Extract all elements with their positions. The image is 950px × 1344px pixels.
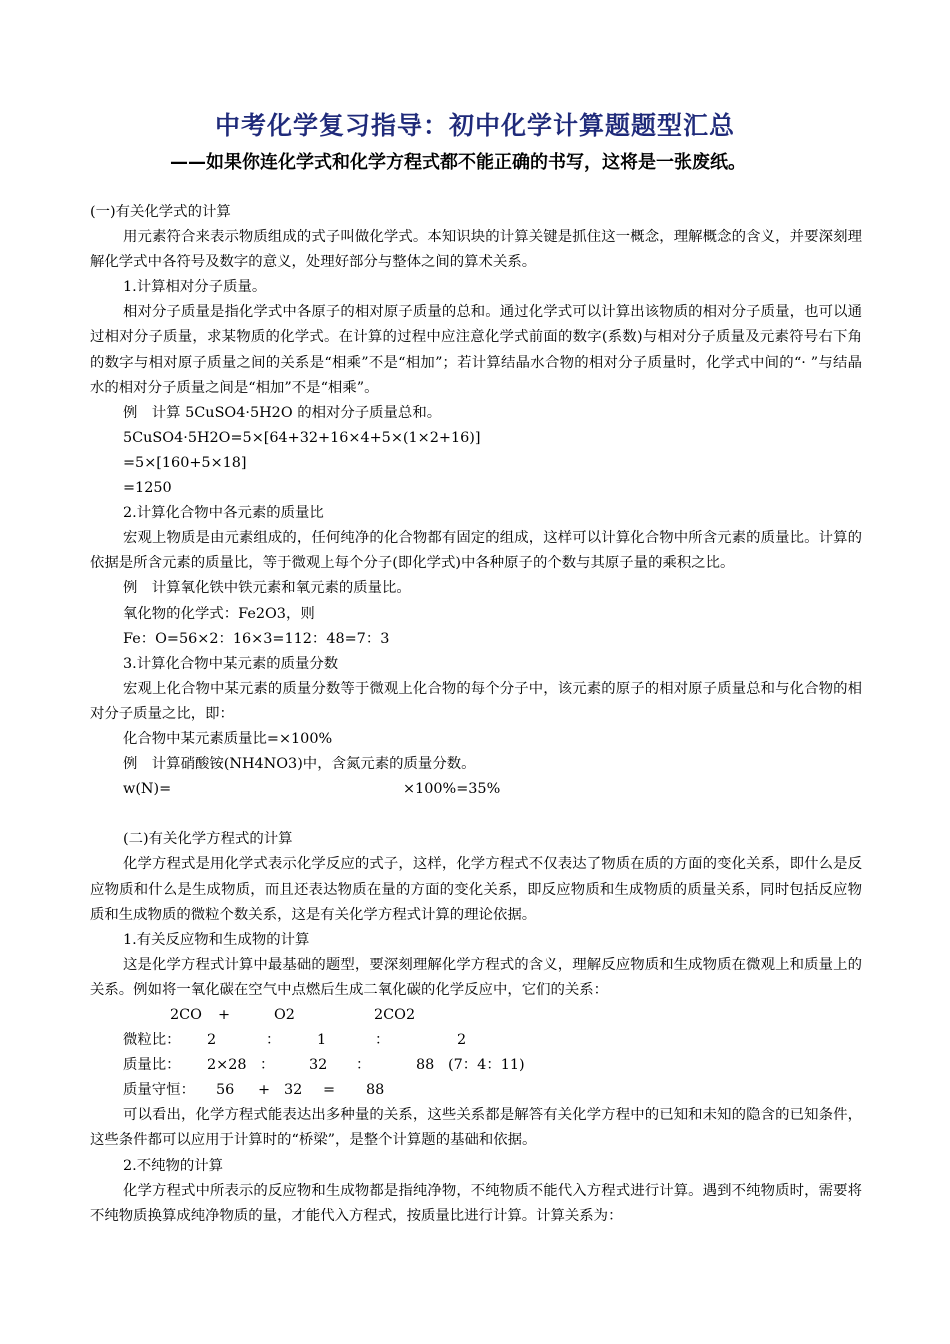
paragraph: 宏观上化合物中某元素的质量分数等于微观上化合物的每个分子中，该元素的原子的相对原子质量总和与化合物的相对分子质量之比，即： [90, 680, 862, 722]
ratio-value: 2 [207, 1032, 217, 1049]
formula-row [90, 777, 862, 802]
calc-line: =1250 [123, 480, 172, 497]
plus-sign: + [258, 1082, 271, 1099]
calc-line: Fe：O=56×2：16×3=112：48=7：3 [123, 630, 390, 647]
section-heading: (一)有关化学式的计算 [90, 204, 231, 220]
mass-value: 88 [366, 1082, 385, 1099]
example-line: 例 计算 5CuSO4·5H2O 的相对分子质量总和。 [123, 404, 442, 421]
item-title: 2.不纯物的计算 [123, 1157, 224, 1174]
blank-line [90, 802, 862, 827]
mass-value: 56 [216, 1082, 235, 1099]
item-title: 2.计算化合物中各元素的质量比 [123, 505, 324, 522]
formula-right: ×100%=35% [403, 781, 501, 798]
section-heading: (二)有关化学方程式的计算 [123, 831, 293, 848]
row-label: 微粒比： [123, 1032, 181, 1049]
item-title: 1.计算相对分子质量。 [123, 279, 267, 296]
paragraph: 化学方程式是用化学式表示化学反应的式子，这样，化学方程式不仅表达了物质在质的方面的变化关系，即什么是反应物质和什么是生成物质，而且还表达物质在量的方面的变化关系，即反应物质和生成物质的质量关系，同时包括反应物质和生成物质的微粒个数关系，这是有关化学方程式计算的理论依据。 [90, 856, 862, 923]
mass-conservation-row [90, 1078, 862, 1103]
eq-product: 2CO2 [374, 1007, 416, 1023]
document-subtitle: ——如果你连化学式和化学方程式都不能正确的书写，这将是一张废纸。 [170, 152, 746, 173]
calc-line: =5×[160+5×18] [123, 454, 247, 471]
paragraph: 用元素符合来表示物质组成的式子叫做化学式。本知识块的计算关键是抓住这一概念，理解概念的含义，并要深刻理解化学式中各符号及数字的意义，处理好部分与整体之间的算术关系。 [90, 229, 862, 271]
eq-reactant-a: 2CO [170, 1007, 202, 1023]
paragraph: 宏观上物质是由元素组成的，任何纯净的化合物都有固定的组成，这样可以计算化合物中所含元素的质量比。计算的依据是所含元素的质量比，等于微观上每个分子(即化学式)中各种原子的个数与其原子量的乘积之比。 [90, 530, 862, 572]
particle-ratio-row [90, 1028, 862, 1053]
calc-line: 5CuSO4·5H2O=5×[64+32+16×4+5×(1×2+16)] [123, 429, 481, 446]
ratio-separator: ： [260, 1057, 275, 1074]
equation-row [90, 1003, 862, 1028]
example-line: 例 计算硝酸铵(NH4NO3)中，含氮元素的质量分数。 [123, 756, 476, 773]
formula-line: 化合物中某元素质量比=×100% [123, 730, 333, 747]
row-label: 质量守恒： [123, 1082, 195, 1099]
paragraph: 化学方程式中所表示的反应物和生成物都是指纯净物，不纯物质不能代入方程式进行计算。遇到不纯物质时，需要将不纯物质换算成纯净物质的量，才能代入方程式，按质量比进行计算。计算关系为： [90, 1182, 862, 1224]
mass-ratio-row [90, 1053, 862, 1078]
paragraph: 相对分子质量是指化学式中各原子的相对原子质量的总和。通过化学式可以计算出该物质的相对分子质量，也可以通过相对分子质量，求某物质的化学式。在计算的过程中应注意化学式前面的数字(系数)与相对分子质量及元素符号右下角的数字与相对原子质量之间的关系是“相乘”不是“相加”；若计算结晶水合物的相对分子质量时，化学式中间的“· ”与结晶水的相对分子质量之间是“相加”不是“相乘”。 [90, 304, 862, 396]
ratio-separator: ： [375, 1032, 390, 1049]
ratio-value: 1 [317, 1032, 327, 1049]
formula-left: w(N)= [123, 781, 172, 798]
document-body [90, 200, 862, 1229]
ratio-value: 2×28 [207, 1057, 247, 1074]
document-title: 中考化学复习指导：初中化学计算题题型汇总 [214, 111, 735, 140]
row-label: 质量比： [123, 1057, 181, 1074]
ratio-separator: ： [266, 1032, 281, 1049]
eq-reactant-b: O2 [274, 1007, 295, 1023]
ratio-simplified: (7：4：11) [448, 1057, 525, 1074]
ratio-separator: ： [356, 1057, 371, 1074]
paragraph: 这是化学方程式计算中最基础的题型，要深刻理解化学方程式的含义，理解反应物质和生成物质在微观上和质量上的关系。例如将一氧化碳在空气中点燃后生成二氧化碳的化学反应中，它们的关系： [90, 956, 862, 998]
ratio-value: 2 [457, 1032, 467, 1049]
ratio-value: 32 [309, 1057, 328, 1074]
item-title: 3.计算化合物中某元素的质量分数 [123, 655, 339, 672]
paragraph: 可以看出，化学方程式能表达出多种量的关系，这些关系都是解答有关化学方程中的已知和未知的隐含的已知条件，这些条件都可以应用于计算时的“桥梁”，是整个计算题的基础和依据。 [90, 1107, 862, 1149]
item-title: 1.有关反应物和生成物的计算 [123, 931, 310, 948]
eq-plus: + [218, 1007, 231, 1023]
mass-value: 32 [284, 1082, 303, 1099]
calc-line: 氧化物的化学式：Fe2O3，则 [123, 605, 315, 622]
equals-sign: = [323, 1082, 336, 1099]
ratio-value: 88 [416, 1057, 435, 1074]
example-line: 例 计算氧化铁中铁元素和氧元素的质量比。 [123, 580, 411, 597]
